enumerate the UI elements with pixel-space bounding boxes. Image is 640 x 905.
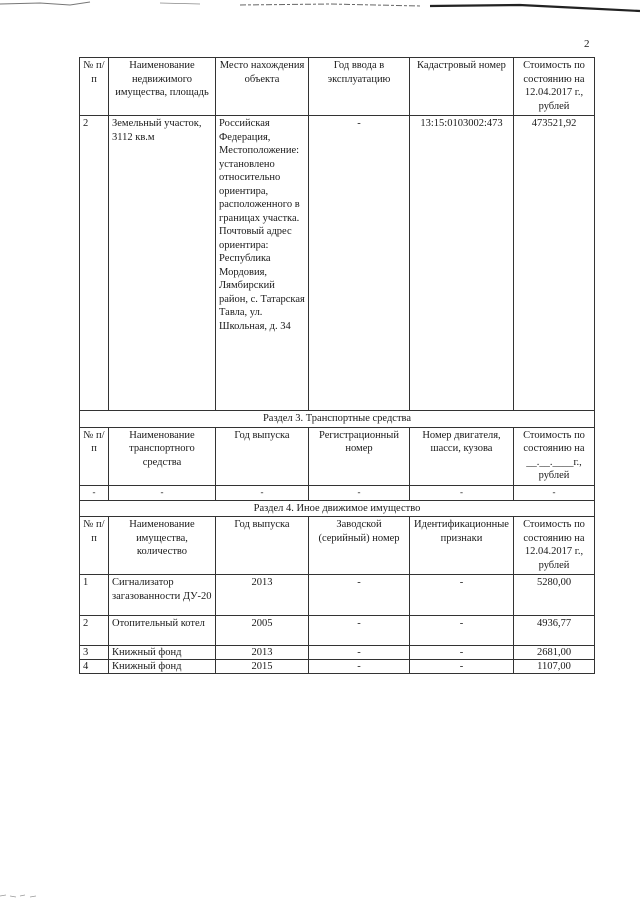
cell-cost: 1107,00 xyxy=(514,660,595,674)
cell-cadastral: 13:15:0103002:473 xyxy=(410,116,514,411)
cell-name: Отопительный котел xyxy=(109,616,216,646)
cell-serial: - xyxy=(309,616,410,646)
section3-title: Раздел 3. Транспортные средства xyxy=(80,411,595,428)
scan-artifact-top xyxy=(0,0,640,16)
table-row xyxy=(80,646,595,660)
header-item-name: Наименование имущества, количество xyxy=(109,517,216,575)
header-name: Наименование недвижимого имущества, площадь xyxy=(109,58,216,116)
header-cost: Стоимость по состоянию на 12.04.2017 г., рублей xyxy=(514,58,595,116)
header-year: Год ввода в эксплуатацию xyxy=(309,58,410,116)
cell-cost: 5280,00 xyxy=(514,575,595,616)
cell-dash: - xyxy=(80,485,109,500)
cell-ident: - xyxy=(410,646,514,660)
cell-dash: - xyxy=(514,485,595,500)
table-row xyxy=(80,116,595,411)
header-year: Год выпуска xyxy=(216,517,309,575)
table-row xyxy=(80,485,595,500)
cell-num: 4 xyxy=(80,660,109,674)
header-cadastral: Кадастровый номер xyxy=(410,58,514,116)
header-year: Год выпуска xyxy=(216,427,309,485)
cell-name: Сигнализатор загазованности ДУ-20 xyxy=(109,575,216,616)
cell-ident: - xyxy=(410,660,514,674)
cell-ident: - xyxy=(410,575,514,616)
cell-cost: 4936,77 xyxy=(514,616,595,646)
table-row xyxy=(80,575,595,616)
header-serial: Заводской (серийный) номер xyxy=(309,517,410,575)
header-num: № п/п xyxy=(80,427,109,485)
cell-year: - xyxy=(309,116,410,411)
cell-name: Книжный фонд xyxy=(109,646,216,660)
table-row xyxy=(80,616,595,646)
cell-serial: - xyxy=(309,575,410,616)
cell-dash: - xyxy=(109,485,216,500)
header-identification: Идентификационные признаки xyxy=(410,517,514,575)
section-title-row xyxy=(80,411,595,428)
header-cost: Стоимость по состоянию на __.__.____г., рублей xyxy=(514,427,595,485)
header-location: Место нахождения объекта xyxy=(216,58,309,116)
cell-year: 2013 xyxy=(216,575,309,616)
cell-cost: 2681,00 xyxy=(514,646,595,660)
cell-year: 2015 xyxy=(216,660,309,674)
cell-dash: - xyxy=(410,485,514,500)
cell-dash: - xyxy=(309,485,410,500)
cell-dash: - xyxy=(216,485,309,500)
header-num: № п/п xyxy=(80,517,109,575)
section4-title: Раздел 4. Иное движимое имущество xyxy=(80,500,595,517)
table-row xyxy=(80,660,595,674)
header-vehicle-name: Наименование транспортного средства xyxy=(109,427,216,485)
section-title-row xyxy=(80,500,595,517)
table-header-row xyxy=(80,58,595,116)
table-header-row xyxy=(80,427,595,485)
cell-name: Книжный фонд xyxy=(109,660,216,674)
header-num: № п/п xyxy=(80,58,109,116)
page-number: 2 xyxy=(584,38,590,50)
cell-year: 2013 xyxy=(216,646,309,660)
cell-num: 2 xyxy=(80,116,109,411)
cell-cost: 473521,92 xyxy=(514,116,595,411)
cell-num: 3 xyxy=(80,646,109,660)
cell-ident: - xyxy=(410,616,514,646)
cell-serial: - xyxy=(309,660,410,674)
header-registration: Регистрационный номер xyxy=(309,427,410,485)
table-header-row xyxy=(80,517,595,575)
cell-num: 2 xyxy=(80,616,109,646)
property-table xyxy=(79,57,595,674)
cell-location: Российская Федерация, Местоположение: установлено относительно ориентира, расположенного в границах участка. Почтовый адрес ориентира: Республика Мордовия, Лямбирский район, с. Татарская Тавла, ул. Школьная, д. 34 xyxy=(216,116,309,411)
header-engine-number: Номер двигателя, шасси, кузова xyxy=(410,427,514,485)
header-cost: Стоимость по состоянию на 12.04.2017 г., рублей xyxy=(514,517,595,575)
cell-serial: - xyxy=(309,646,410,660)
cell-year: 2005 xyxy=(216,616,309,646)
cell-num: 1 xyxy=(80,575,109,616)
scan-artifact-bottom xyxy=(0,890,640,905)
cell-name: Земельный участок, 3112 кв.м xyxy=(109,116,216,411)
